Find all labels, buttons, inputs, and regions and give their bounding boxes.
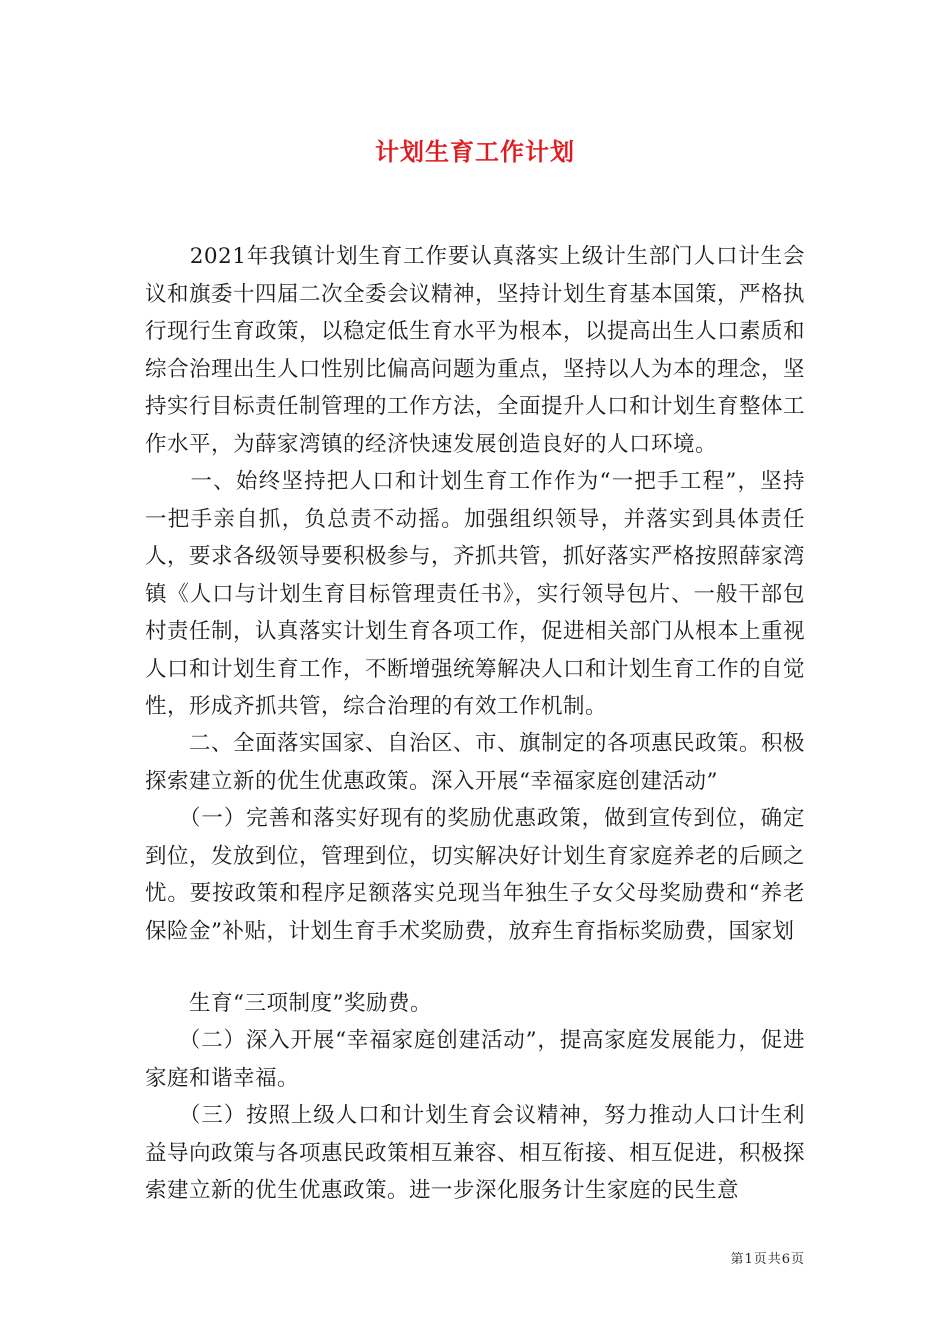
document-title: 计划生育工作计划 — [375, 137, 575, 166]
paragraph-subsection-2: （二）深入开展“幸福家庭创建活动”，提高家庭发展能力，促进家庭和谐幸福。 — [145, 1028, 805, 1091]
paragraph-continuation: 生育“三项制度”奖励费。 — [145, 991, 432, 1016]
paragraph-subsection-1: （一）完善和落实好现有的奖励优惠政策，做到宣传到位，确定到位，发放到位，管理到位，切实解决好计划生育家庭养老的后顾之忧。要按政策和程序足额落实兑现当年独生子女父母奖励费和“养老保险金”补贴，计划生育手术奖励费，放弃生育指标奖励费，国家划 — [145, 806, 806, 944]
page-number: 第1页共6页 — [730, 1252, 805, 1267]
paragraph-intro: 2021年我镇计划生育工作要认真落实上级计生部门人口计生会议和旗委十四届二次全委会议精神，坚持计划生育基本国策，严格执行现行生育政策，以稳定低生育水平为根本，以提高出生人口素质和综合治理出生人口性别比偏高问题为重点，坚持以人为本的理念，坚持实行目标责任制管理的工作方法，全面提升人口和计划生育整体工作水平，为薛家湾镇的经济快速发展创造良好的人口环境。 — [145, 244, 806, 457]
paragraph-section-2: 二、全面落实国家、自治区、市、旗制定的各项惠民政策。积极探索建立新的优生优惠政策。深入开展“幸福家庭创建活动” — [145, 731, 806, 794]
paragraph-subsection-3: （三）按照上级人口和计划生育会议精神，努力推动人口计生利益导向政策与各项惠民政策相互兼容、相互衔接、相互促进，积极探索建立新的优生优惠政策。进一步深化服务计生家庭的民生意 — [145, 1103, 806, 1203]
paragraph-section-1: 一、始终坚持把人口和计划生育工作作为“一把手工程”，坚持一把手亲自抓，负总责不动摇。加强组织领导，并落实到具体责任人，要求各级领导要积极参与，齐抓共管，抓好落实严格按照薛家湾镇《人口与计划生育目标管理责任书》，实行领导包片、一般干部包村责任制，认真落实计划生育各项工作，促进相关部门从根本上重视人口和计划生育工作，不断增强统筹解决人口和计划生育工作的自觉性，形成齐抓共管，综合治理的有效工作机制。 — [145, 469, 806, 719]
